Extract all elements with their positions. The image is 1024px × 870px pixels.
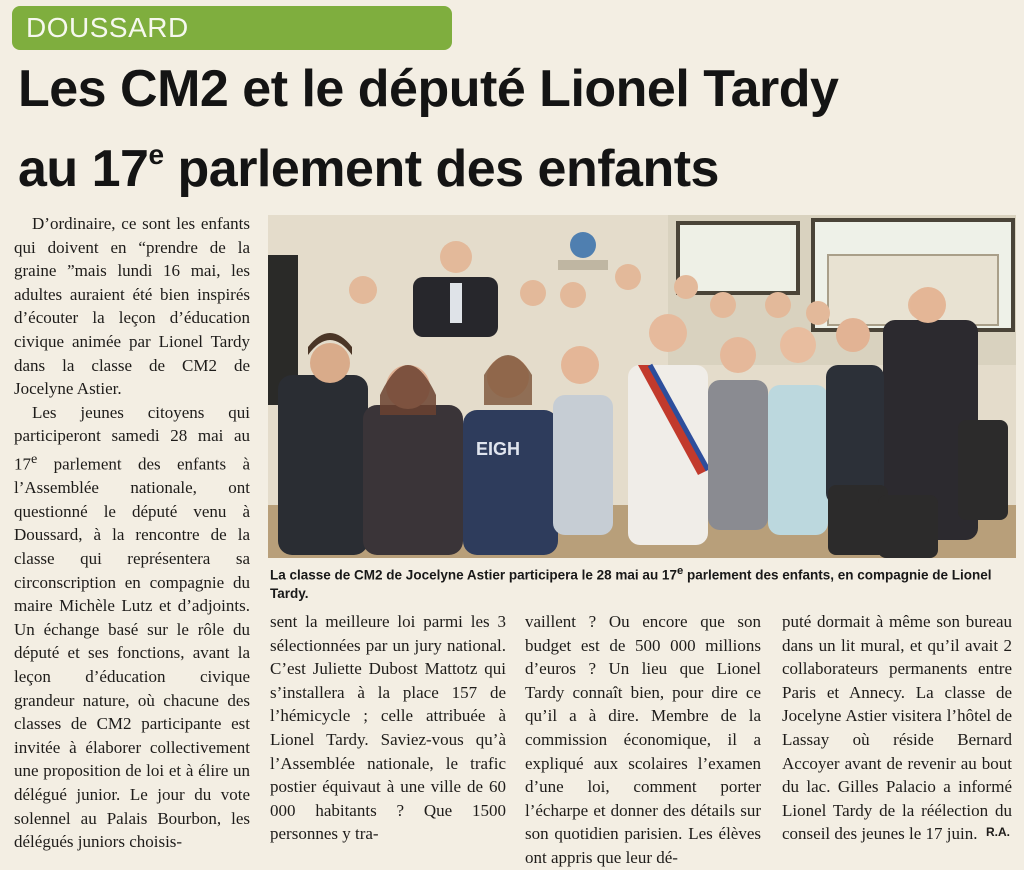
paragraph-4: vaillent ? Ou encore que son budget est de 500 000 millions d’euros ? Un lieu que Lionel Tardy connaît bien, pour dire ce qu’il a à dire. Membre de la commission économique, il a expliqué aux scolaires l’examen d’une loi, comment porter l’écharpe et donner des détails sur son quotidien parisien. Les élèves ont appris que leur dé- <box>525 612 761 867</box>
paragraph-2 <box>14 401 250 854</box>
paragraph-1: D’ordinaire, ce sont les enfants qui doivent en “prendre de la graine ”mais lundi 16 mai, les adultes auraient été bien inspirés d’écouter la leçon d’éducation civique animée par Lionel Tardy dans la classe de CM2 de Jocelyne Astier. <box>14 214 250 399</box>
paragraph-3: sent la meilleure loi parmi les 3 sélectionnées par un jury national. C’est Juliette Dubost Mattotz qui s’installera à la place 157 de l’hémicycle ; celle attribuée à Lionel Tardy. Saviez-vous qu’à l’Assemblée nationale, le trafic postier équivaut à une ville de 60 000 habitants ? Que 1500 personnes y tra- <box>270 612 506 844</box>
class-photo-illustration <box>268 215 1016 558</box>
class-photo <box>268 215 1016 558</box>
paragraph-2-end: parlement des enfants à l’Assemblée nationale, ont questionné le député venu à Doussard, à la rencontre de la classe qui représentera sa circonscription en compagnie du maire Michèle Lutz et d’adjoints. Un échange basé sur le rôle du député et ses fonctions, avant la leçon d’éducation civique grandeur nature, où chacune des classes de CM2 participante est invitée à élaborer collectivement une proposition de loi et à élire un délégué junior. Le jour du vote solennel au Palais Bourbon, les délégués juniors choisis- <box>14 454 250 852</box>
caption-end: parlement des enfants, en compagnie de Lionel Tardy. <box>270 567 992 601</box>
article-column-3 <box>525 610 761 870</box>
headline-line-1: Les CM2 et le député Lionel Tardy <box>18 60 839 118</box>
article-column-1 <box>14 212 250 854</box>
paragraph-2-superscript: e <box>31 450 38 467</box>
paragraph-5: puté dormait à même son bureau dans un lit mural, et qu’il avait 2 collaborateurs permanents entre Paris et Annecy. La classe de Jocelyne Astier visitera l’hôtel de Lassay où réside Bernard Accoyer avant de revenir au bout du lac. Gilles Palacio a informé Lionel Tardy de la réélection du conseil des jeunes le 17 juin. <box>782 612 1012 844</box>
headline <box>18 56 1018 202</box>
photo-caption <box>270 562 1014 603</box>
caption-start: La classe de CM2 de Jocelyne Astier participera le 28 mai au 17 <box>270 567 677 583</box>
section-tag: DOUSSARD <box>12 6 452 50</box>
article-column-4 <box>782 610 1012 846</box>
article-column-2 <box>270 610 506 846</box>
headline-line-2-end: parlement des enfants <box>163 140 719 198</box>
headline-superscript: e <box>148 139 164 170</box>
paragraph-2-start: Les jeunes citoyens qui participeront samedi 28 mai au 17 <box>14 402 250 474</box>
author-signature: R.A. <box>986 825 1010 839</box>
caption-superscript: e <box>676 565 684 577</box>
shirt-lettering: EIGH <box>476 439 521 459</box>
headline-line-2-start: au 17 <box>18 140 149 198</box>
